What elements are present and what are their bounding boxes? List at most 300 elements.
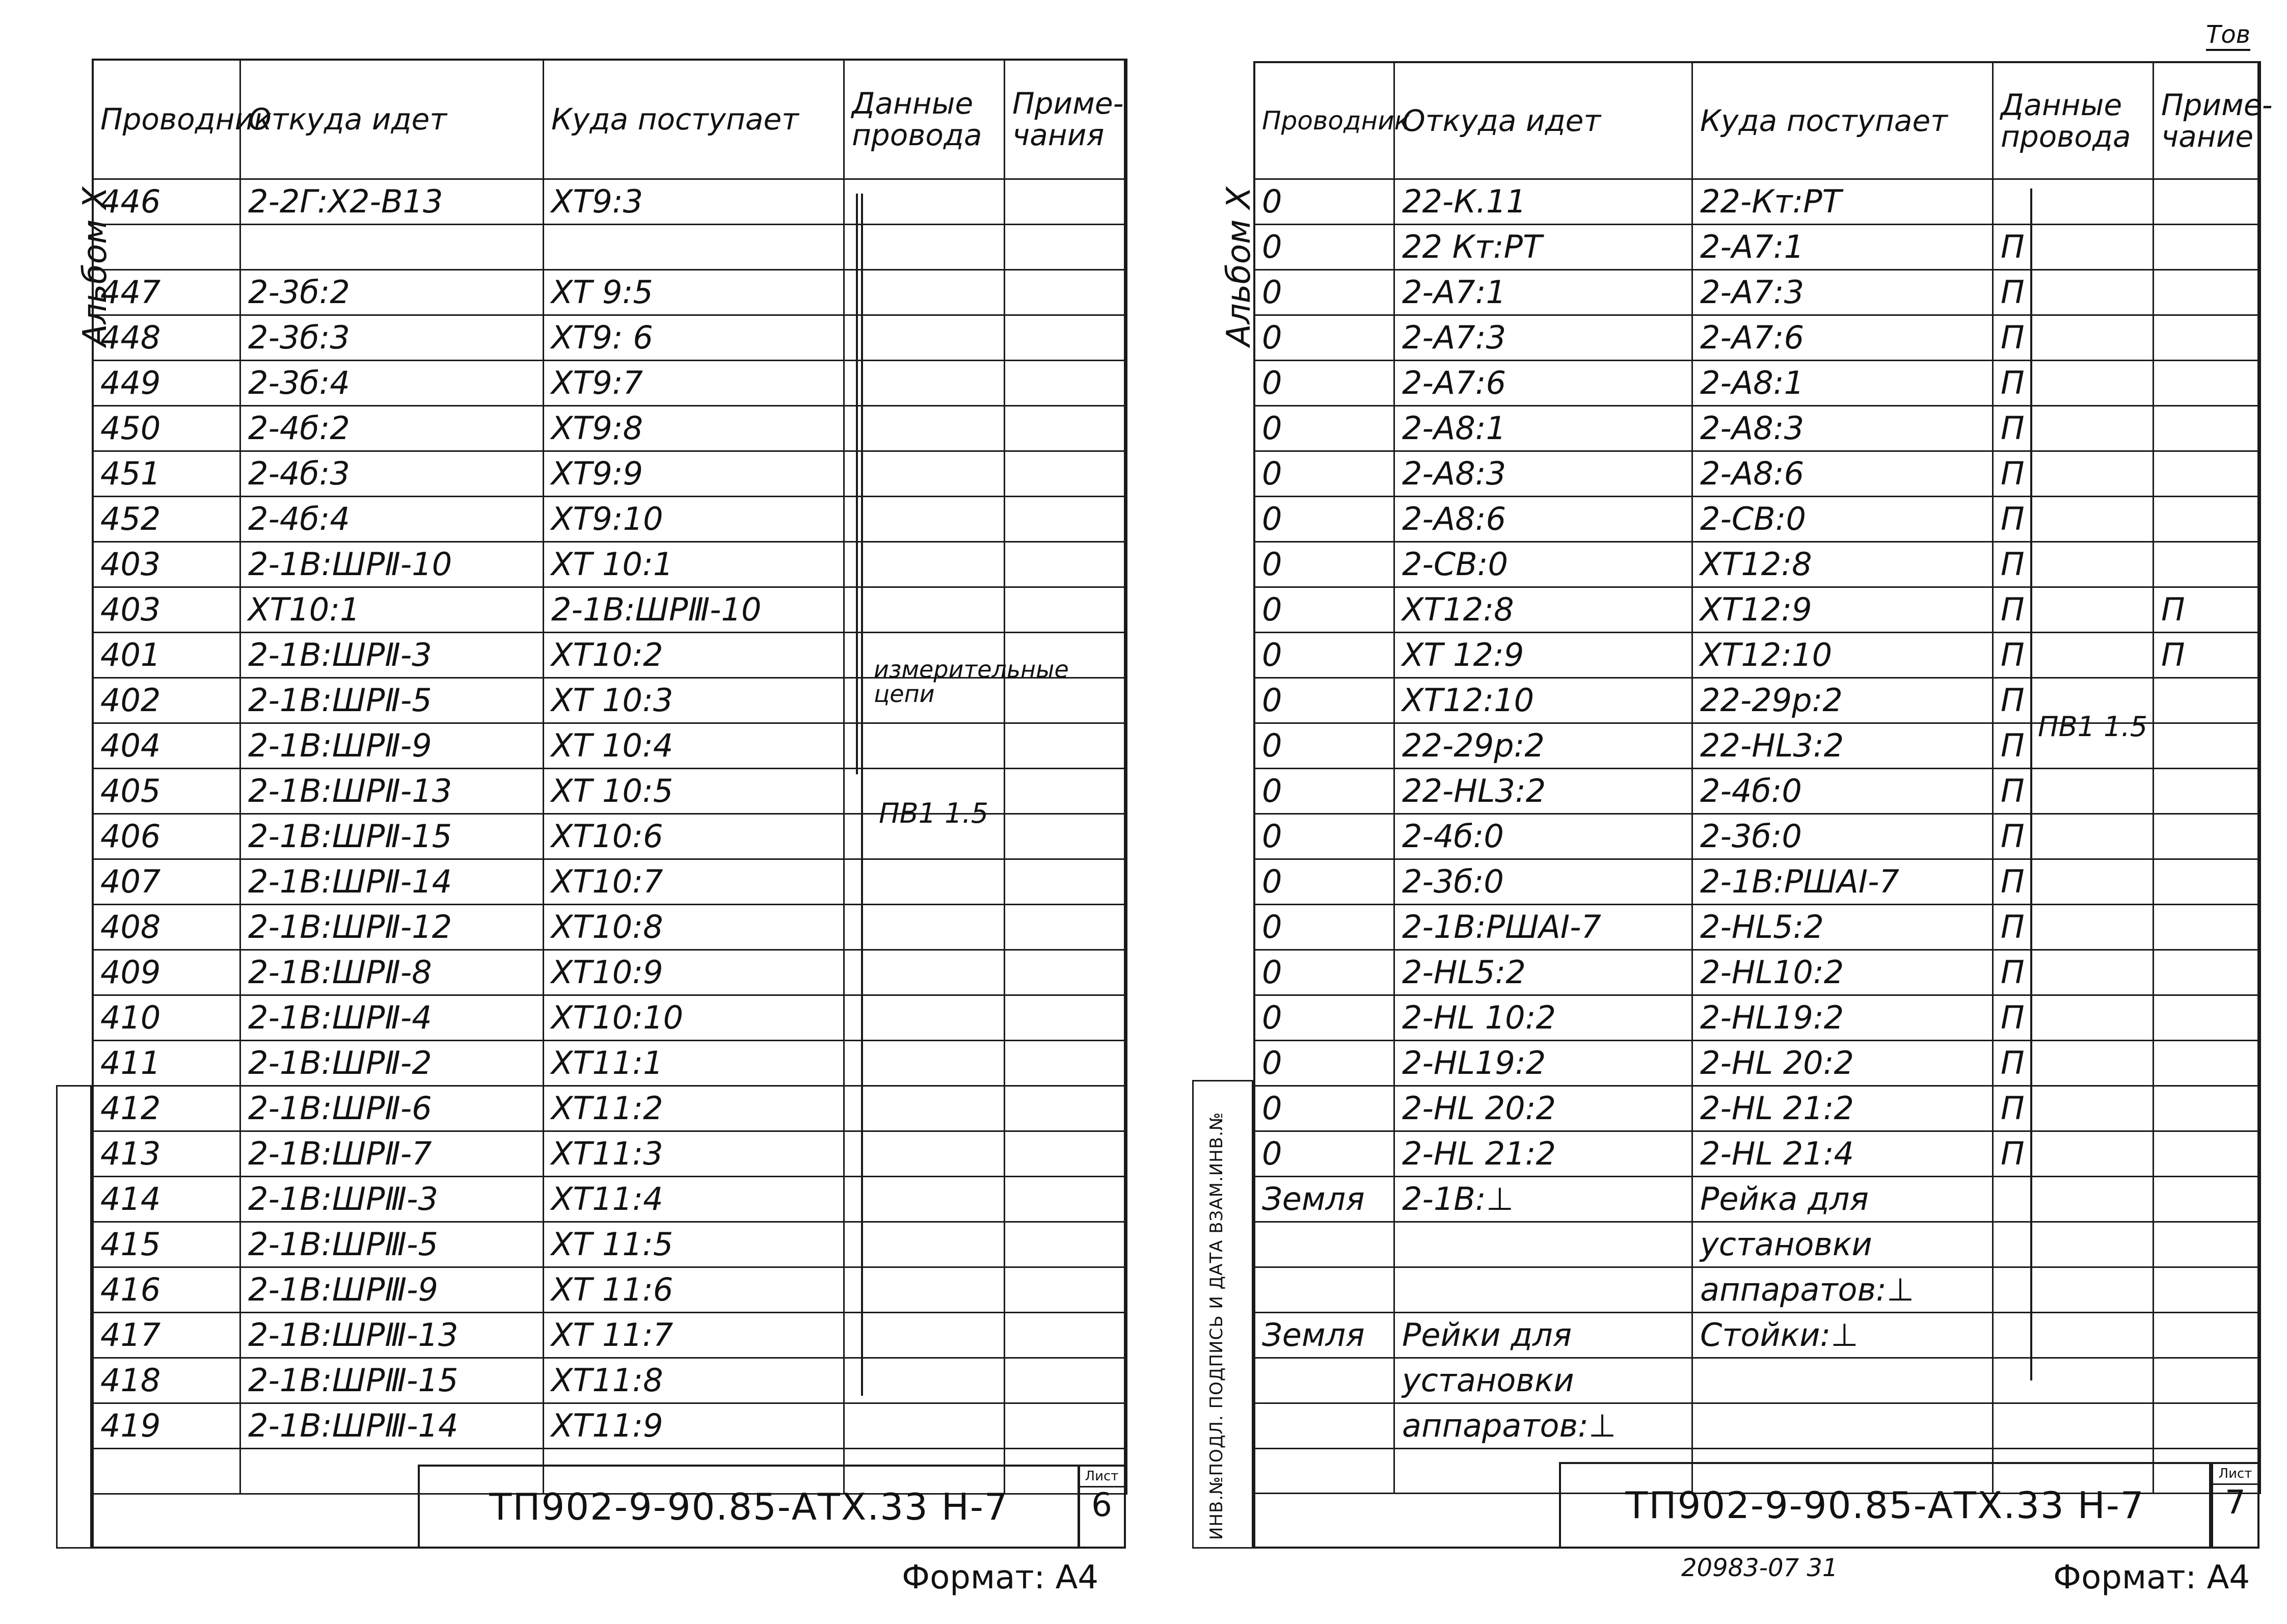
notes-cell [2154,406,2261,451]
notes-cell [1005,1041,1127,1086]
notes-cell [2154,723,2261,769]
notes-cell [1005,406,1127,451]
conductor-cell: 0 [1254,179,1394,225]
from-cell: 2-1В:ШРⅡ-15 [240,814,544,859]
right-table-row [1254,1041,2261,1086]
conductor-cell [1254,1222,1394,1267]
from-cell: 2-1В:ШРⅡ-3 [240,633,544,678]
notes-cell [2154,1041,2261,1086]
left-sheet-number-box [1078,1465,1126,1549]
wire-data-cell: П [1993,406,2154,451]
left-sheet-number: 6 [1091,1486,1112,1524]
conductor-cell: 0 [1254,814,1394,859]
notes-cell [2154,1313,2261,1358]
right-table-row [1254,905,2261,950]
right-table-row [1254,225,2261,270]
from-cell: 2-НL 20:2 [1394,1086,1692,1131]
right-table-row [1254,769,2261,814]
conductor-cell: 403 [93,542,240,587]
wire-data-cell: П [1993,225,2154,270]
conductor-cell: 419 [93,1403,240,1449]
conductor-cell: 0 [1254,950,1394,995]
conductor-cell: 0 [1254,1131,1394,1177]
conductor-cell: 452 [93,497,240,542]
conductor-cell: 447 [93,270,240,315]
from-cell: 2-1В:ШРⅡ-5 [240,678,544,723]
conductor-cell: 0 [1254,905,1394,950]
notes-cell [1005,1267,1127,1313]
notes-cell [2154,995,2261,1041]
conductor-cell [93,225,240,270]
left-table-row [93,361,1127,406]
left-table-row [93,950,1127,995]
conductor-cell [1254,1449,1394,1494]
from-cell: 2-4б:2 [240,406,544,451]
to-cell: 2-А8:1 [1692,361,1993,406]
notes-cell [1005,905,1127,950]
from-cell: Рейки для [1394,1313,1692,1358]
from-cell: 2-1В:ШРⅡ-12 [240,905,544,950]
wire-data-cell [1993,1403,2154,1449]
to-cell: ХТ 10:5 [544,769,844,814]
to-cell: ХТ11:3 [544,1131,844,1177]
wire-data-cell: П [1993,995,2154,1041]
from-cell: 2-НL19:2 [1394,1041,1692,1086]
notes-cell [2154,225,2261,270]
right-table-row [1254,1086,2261,1131]
right-side-strip [1192,1080,1253,1549]
right-sheet-number-box [2211,1462,2259,1549]
wire-data-cell [1993,179,2154,225]
notes-cell [1005,361,1127,406]
notes-cell: П [2154,633,2261,678]
from-cell: 2-НL 21:2 [1394,1131,1692,1177]
to-cell: ХТ9:7 [544,361,844,406]
wire-data-cell [1993,1267,2154,1313]
right-table-row [1254,1313,2261,1358]
notes-cell [2154,1177,2261,1222]
conductor-cell: 448 [93,315,240,361]
to-cell: ХТ11:2 [544,1086,844,1131]
left-table-row [93,1358,1127,1403]
notes-cell [2154,1403,2261,1449]
to-cell: ХТ10:2 [544,633,844,678]
notes-cell [1005,587,1127,633]
to-cell: ХТ12:10 [1692,633,1993,678]
conductor-cell: 0 [1254,678,1394,723]
left-stamp-code: ТП902-9-90.85-АТХ.33 Н-7 [489,1485,1009,1528]
right-table-row [1254,1131,2261,1177]
conductor-cell: 449 [93,361,240,406]
notes-cell [2154,270,2261,315]
to-cell: 22-НL3:2 [1692,723,1993,769]
conductor-cell: 0 [1254,497,1394,542]
to-cell: ХТ9:3 [544,179,844,225]
wire-data-cell: П [1993,769,2154,814]
conductor-cell: 411 [93,1041,240,1086]
from-cell: 22-НL3:2 [1394,769,1692,814]
to-cell: аппаратов:⊥ [1692,1267,1993,1313]
notes-cell [1005,1403,1127,1449]
corner-mark: Тов [2206,20,2250,51]
from-cell: 2-А7:6 [1394,361,1692,406]
left-album-label: Альбом Х [76,186,114,346]
conductor-cell: 413 [93,1131,240,1177]
from-cell: ХТ12:10 [1394,678,1692,723]
right-album-label: Альбом Х [1220,186,1258,346]
left-table-row [93,1222,1127,1267]
from-cell: 2-А7:1 [1394,270,1692,315]
from-cell: 2-1В:ШРⅢ-15 [240,1358,544,1403]
to-cell: 2-СВ:0 [1692,497,1993,542]
header-conductor: Проводник [1254,62,1394,179]
notes-cell [1005,950,1127,995]
conductor-cell: 408 [93,905,240,950]
to-cell [544,225,844,270]
from-cell: 2-1В:ШРⅡ-6 [240,1086,544,1131]
right-table-row [1254,1222,2261,1267]
conductor-cell [93,1449,240,1494]
from-cell: 2-1В:ШРⅢ-3 [240,1177,544,1222]
conductor-cell: 0 [1254,859,1394,905]
from-cell: 2-1В:РШАⅠ-7 [1394,905,1692,950]
conductor-cell [1254,1267,1394,1313]
from-cell: ХТ10:1 [240,587,544,633]
to-cell: 2-А7:1 [1692,225,1993,270]
conductor-cell: 451 [93,451,240,497]
from-cell: 22-К.11 [1394,179,1692,225]
left-note-wire: ПВ1 1.5 [879,797,989,829]
conductor-cell: 403 [93,587,240,633]
notes-cell [2154,179,2261,225]
conductor-cell: 0 [1254,451,1394,497]
header-notes: Приме-чания [1005,60,1127,179]
from-cell: установки [1394,1358,1692,1403]
to-cell: 2-А8:3 [1692,406,1993,451]
to-cell: ХТ 9:5 [544,270,844,315]
header-wire-data: Данные провода [1993,62,2154,179]
to-cell: ХТ11:9 [544,1403,844,1449]
notes-cell: П [2154,587,2261,633]
to-cell: 2-1В:ШРⅢ-10 [544,587,844,633]
wire-data-cell: П [1993,451,2154,497]
from-cell: 2-1В:ШРⅡ-8 [240,950,544,995]
notes-cell [2154,950,2261,995]
header-to: Куда поступает [1692,62,1993,179]
right-table-row [1254,587,2261,633]
conductor-cell: Земля [1254,1313,1394,1358]
left-table-row [93,225,1127,270]
notes-cell [2154,859,2261,905]
from-cell: 2-1В:ШРⅢ-14 [240,1403,544,1449]
notes-cell [2154,542,2261,587]
header-conductor: Проводник [93,60,240,179]
from-cell: 2-2Г:Х2-В13 [240,179,544,225]
right-table-row [1254,859,2261,905]
to-cell: ХТ10:10 [544,995,844,1041]
to-cell: 2-3б:0 [1692,814,1993,859]
to-cell: 2-НL 21:2 [1692,1086,1993,1131]
conductor-cell: 0 [1254,1086,1394,1131]
from-cell: 2-1В:ШРⅡ-4 [240,995,544,1041]
left-title-stamp [418,1465,1080,1549]
notes-cell [2154,1086,2261,1131]
left-table-row [93,995,1127,1041]
right-side-strip-label: ИНВ.№ПОДЛ. ПОДПИСЬ И ДАТА ВЗАМ.ИНВ.№ [1206,1112,1227,1540]
right-table-row [1254,1177,2261,1222]
notes-cell [2154,451,2261,497]
notes-cell [1005,497,1127,542]
left-brace-wire [861,194,873,1396]
conductor-cell: 0 [1254,587,1394,633]
right-title-stamp [1559,1462,2211,1549]
left-table-row [93,406,1127,451]
conductor-cell: 406 [93,814,240,859]
from-cell: 2-1В:ШРⅡ-9 [240,723,544,769]
wire-data-cell: П [1993,950,2154,995]
from-cell: ХТ 12:9 [1394,633,1692,678]
from-cell: 22-29р:2 [1394,723,1692,769]
to-cell: ХТ11:4 [544,1177,844,1222]
header-notes: Приме-чание [2154,62,2261,179]
from-cell [1394,1222,1692,1267]
right-table-row [1254,814,2261,859]
conductor-cell: 405 [93,769,240,814]
right-table-row [1254,1403,2261,1449]
notes-cell [1005,225,1127,270]
conductor-cell: 410 [93,995,240,1041]
wire-data-cell: П [1993,905,2154,950]
from-cell: 2-3б:2 [240,270,544,315]
conductor-cell: 417 [93,1313,240,1358]
right-table-row [1254,270,2261,315]
to-cell: установки [1692,1222,1993,1267]
to-cell: ХТ9:10 [544,497,844,542]
conductor-cell: 450 [93,406,240,451]
from-cell: 2-А8:3 [1394,451,1692,497]
conductor-cell: 409 [93,950,240,995]
conductor-cell: 402 [93,678,240,723]
conductor-cell: 414 [93,1177,240,1222]
wire-data-cell: П [1993,633,2154,678]
left-note-measuring: измерительные цепи [874,656,1069,708]
from-cell: 2-1В:ШРⅡ-13 [240,769,544,814]
from-cell: 2-1В:ШРⅢ-13 [240,1313,544,1358]
to-cell: 2-НL10:2 [1692,950,1993,995]
notes-cell [2154,1267,2261,1313]
to-cell: ХТ12:9 [1692,587,1993,633]
from-cell: 2-1В:ШРⅢ-5 [240,1222,544,1267]
to-cell: ХТ9:8 [544,406,844,451]
conductor-cell [1254,1403,1394,1449]
left-wire-table [92,59,1127,1495]
notes-cell [1005,1086,1127,1131]
left-table-row [93,1403,1127,1449]
notes-cell [1005,723,1127,769]
to-cell: 2-4б:0 [1692,769,1993,814]
left-format: Формат: А4 [902,1559,1099,1596]
conductor-cell: 412 [93,1086,240,1131]
left-table-row [93,1313,1127,1358]
to-cell: ХТ9: 6 [544,315,844,361]
left-table-row [93,905,1127,950]
notes-cell [1005,859,1127,905]
to-cell: ХТ10:6 [544,814,844,859]
conductor-cell: 0 [1254,315,1394,361]
conductor-cell: 0 [1254,270,1394,315]
left-table-row [93,587,1127,633]
conductor-cell: 0 [1254,723,1394,769]
conductor-cell: 407 [93,859,240,905]
right-table-row [1254,315,2261,361]
notes-cell [2154,814,2261,859]
wire-data-cell [1993,1177,2154,1222]
from-cell: 2-1В:ШРⅡ-14 [240,859,544,905]
to-cell: 2-НL 20:2 [1692,1041,1993,1086]
notes-cell [1005,542,1127,587]
wire-data-cell: П [1993,270,2154,315]
to-cell: 22-Кт:РТ [1692,179,1993,225]
left-table-row [93,1267,1127,1313]
left-table-row [93,451,1127,497]
left-table-row [93,1177,1127,1222]
to-cell: ХТ 10:1 [544,542,844,587]
from-cell: 2-1В:ШРⅡ-10 [240,542,544,587]
conductor-cell: 401 [93,633,240,678]
to-cell: ХТ 11:6 [544,1267,844,1313]
right-brace-wire [2020,188,2032,1381]
to-cell: ХТ 11:5 [544,1222,844,1267]
right-table-row [1254,950,2261,995]
from-cell: 2-СВ:0 [1394,542,1692,587]
conductor-cell: 0 [1254,995,1394,1041]
right-table-row [1254,1267,2261,1313]
from-cell: 2-4б:0 [1394,814,1692,859]
from-cell [1394,1267,1692,1313]
conductor-cell: Земля [1254,1177,1394,1222]
from-cell: 2-А8:1 [1394,406,1692,451]
left-side-strip [56,1085,92,1549]
wire-data-cell: П [1993,542,2154,587]
conductor-cell: 0 [1254,633,1394,678]
notes-cell [2154,905,2261,950]
notes-cell [2154,769,2261,814]
right-table-row [1254,542,2261,587]
wire-data-cell: П [1993,723,2154,769]
notes-cell [2154,1131,2261,1177]
right-archive-number: 20983-07 31 [1681,1554,1838,1582]
notes-cell [1005,814,1127,859]
to-cell: ХТ10:8 [544,905,844,950]
from-cell [240,225,544,270]
to-cell [1692,1403,1993,1449]
right-table-row [1254,995,2261,1041]
from-cell: 2-1В:⊥ [1394,1177,1692,1222]
conductor-cell: 0 [1254,1041,1394,1086]
wire-data-cell [1993,1358,2154,1403]
left-table-row [93,315,1127,361]
notes-cell [1005,995,1127,1041]
from-cell: ХТ12:8 [1394,587,1692,633]
right-table-row [1254,179,2261,225]
header-to: Куда поступает [544,60,844,179]
right-stamp-code: ТП902-9-90.85-АТХ.33 Н-7 [1625,1484,2145,1527]
to-cell: ХТ 10:3 [544,678,844,723]
left-table-row [93,1041,1127,1086]
left-table-row [93,859,1127,905]
notes-cell [2154,1222,2261,1267]
left-table-row [93,497,1127,542]
notes-cell [1005,1358,1127,1403]
wire-data-cell: П [1993,361,2154,406]
right-wire-table [1253,61,2273,1494]
to-cell: ХТ12:8 [1692,542,1993,587]
conductor-cell: 0 [1254,769,1394,814]
to-cell: 2-А7:6 [1692,315,1993,361]
wire-data-cell: П [1993,315,2154,361]
conductor-cell: 0 [1254,406,1394,451]
to-cell: 2-1В:РШАⅠ-7 [1692,859,1993,905]
header-from: Откуда идет [240,60,544,179]
to-cell: 22-29р:2 [1692,678,1993,723]
to-cell: 2-НL5:2 [1692,905,1993,950]
to-cell: Рейка для [1692,1177,1993,1222]
from-cell: 2-А7:3 [1394,315,1692,361]
left-table-row [93,723,1127,769]
notes-cell [1005,1177,1127,1222]
right-note-wire: ПВ1 1.5 [2038,711,2148,743]
to-cell [1692,1358,1993,1403]
to-cell: ХТ 11:7 [544,1313,844,1358]
wire-data-cell [844,1403,1005,1449]
left-table-row [93,1086,1127,1131]
to-cell: ХТ10:7 [544,859,844,905]
wire-data-cell [1993,1222,2154,1267]
to-cell: 2-НL19:2 [1692,995,1993,1041]
left-table-row [93,1131,1127,1177]
right-format: Формат: А4 [2053,1559,2250,1596]
from-cell: 2-1В:ШРⅢ-9 [240,1267,544,1313]
left-table-row [93,179,1127,225]
from-cell: 2-А8:6 [1394,497,1692,542]
right-table-row [1254,406,2261,451]
conductor-cell: 0 [1254,542,1394,587]
wire-data-cell: П [1993,587,2154,633]
from-cell: 22 Кт:РТ [1394,225,1692,270]
to-cell: ХТ11:8 [544,1358,844,1403]
to-cell: ХТ11:1 [544,1041,844,1086]
conductor-cell: 418 [93,1358,240,1403]
notes-cell [1005,315,1127,361]
from-cell: аппаратов:⊥ [1394,1403,1692,1449]
right-sheet-number: 7 [2225,1484,2246,1522]
to-cell: Стойки:⊥ [1692,1313,1993,1358]
left-table-row [93,542,1127,587]
notes-cell [2154,1358,2261,1403]
right-table-row [1254,451,2261,497]
wire-data-cell: П [1993,497,2154,542]
from-cell: 2-1В:ШРⅡ-2 [240,1041,544,1086]
notes-cell [1005,769,1127,814]
wire-data-cell: П [1993,859,2154,905]
wire-data-cell: П [1993,814,2154,859]
from-cell: 2-3б:3 [240,315,544,361]
from-cell: 2-НL 10:2 [1394,995,1692,1041]
wire-data-cell: П [1993,1041,2154,1086]
notes-cell [2154,361,2261,406]
header-wire-data: Данные провода [844,60,1005,179]
from-cell: 2-3б:0 [1394,859,1692,905]
